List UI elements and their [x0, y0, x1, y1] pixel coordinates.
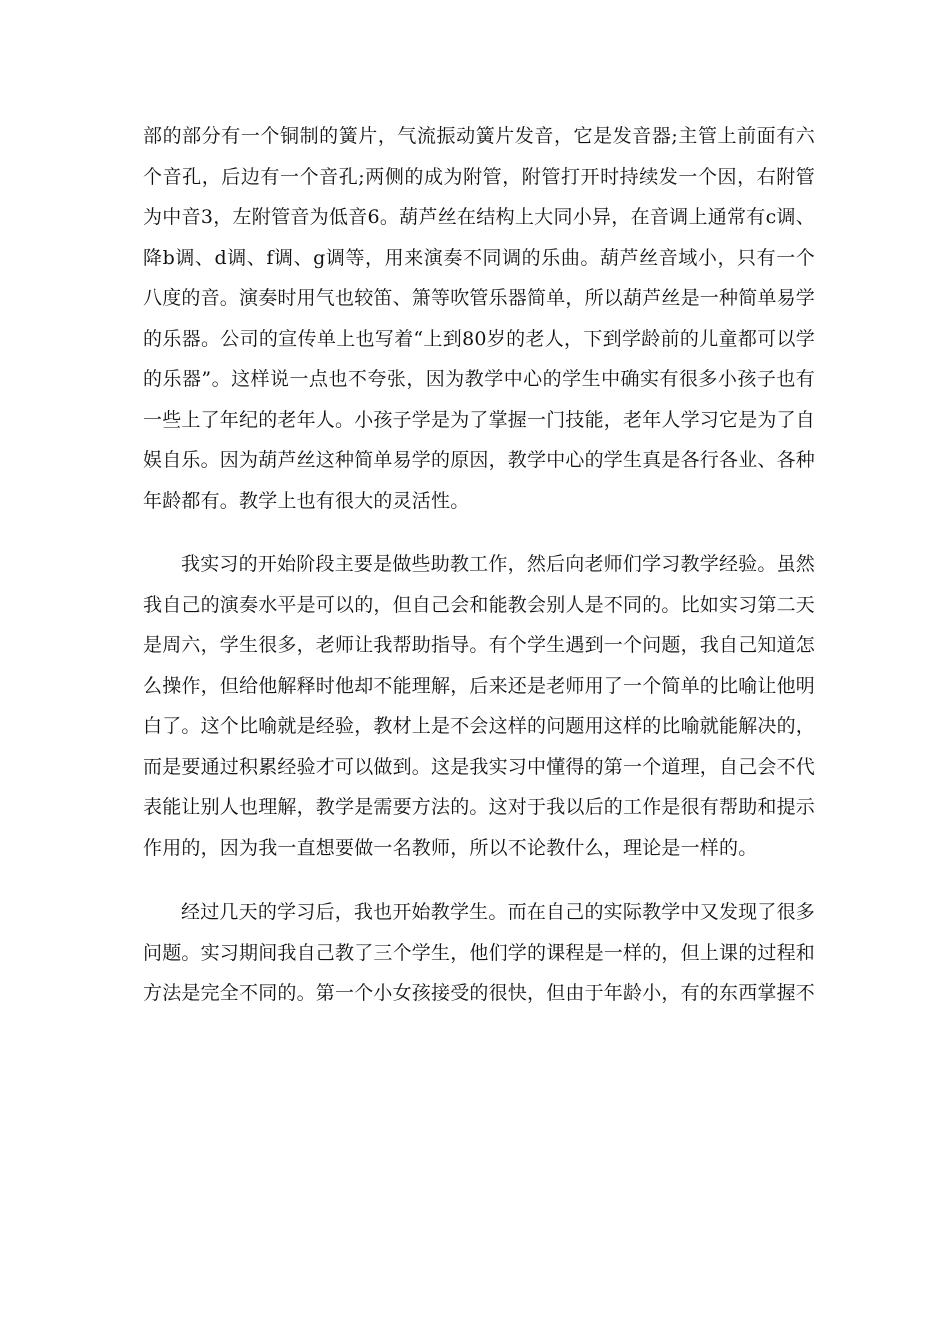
- document-page: [143, 116, 815, 1014]
- paragraph-teaching-students: 经过几天的学习后，我也开始教学生。而在自己的实际教学中又发现了很多问题。实习期间我自己教了三个学生，他们学的课程是一样的，但上课的过程和方法是完全不同的。第一个小女孩接受的很快，但由于年龄小，有的东西掌握不: [143, 901, 816, 1004]
- paragraph-internship-start: 我实习的开始阶段主要是做些助教工作，然后向老师们学习教学经验。虽然我自己的演奏水平是可以的，但自己会和能教会别人是不同的。比如实习第二天是周六，学生很多，老师让我帮助指导。有个学生遇到一个问题，我自己知道怎么操作，但给他解释时他却不能理解，后来还是老师用了一个简单的比喻让他明白了。这个比喻就是经验，教材上是不会这样的问题用这样的比喻就能解决的，而是要通过积累经验才可以做到。这是我实习中懂得的第一个道理，自己会不代表能让别人也理解，教学是需要方法的。这对于我以后的工作是很有帮助和提示作用的，因为我一直想要做一名教师，所以不论教什么，理论是一样的。: [143, 553, 816, 859]
- paragraph-continued: 部的部分有一个铜制的簧片，气流振动簧片发音，它是发音器;主管上前面有六个音孔，后边有一个音孔;两侧的成为附管，附管打开时持续发一个因，右附管为中音3，左附管音为低音6。葫芦丝在结构上大同小异，在音调上通常有c调、降b调、d调、f调、g调等，用来演奏不同调的乐曲。葫芦丝音域小，只有一个八度的音。演奏时用气也较笛、箫等吹管乐器简单，所以葫芦丝是一种简单易学的乐器。公司的宣传单上也写着“上到80岁的老人，下到学龄前的儿童都可以学的乐器”。这样说一点也不夸张，因为教学中心的学生中确实有很多小孩子也有一些上了年纪的老年人。小孩子学是为了掌握一门技能，老年人学习它是为了自娱自乐。因为葫芦丝这种简单易学的原因，教学中心的学生真是各行各业、各种年龄都有。教学上也有很大的灵活性。: [143, 125, 816, 512]
